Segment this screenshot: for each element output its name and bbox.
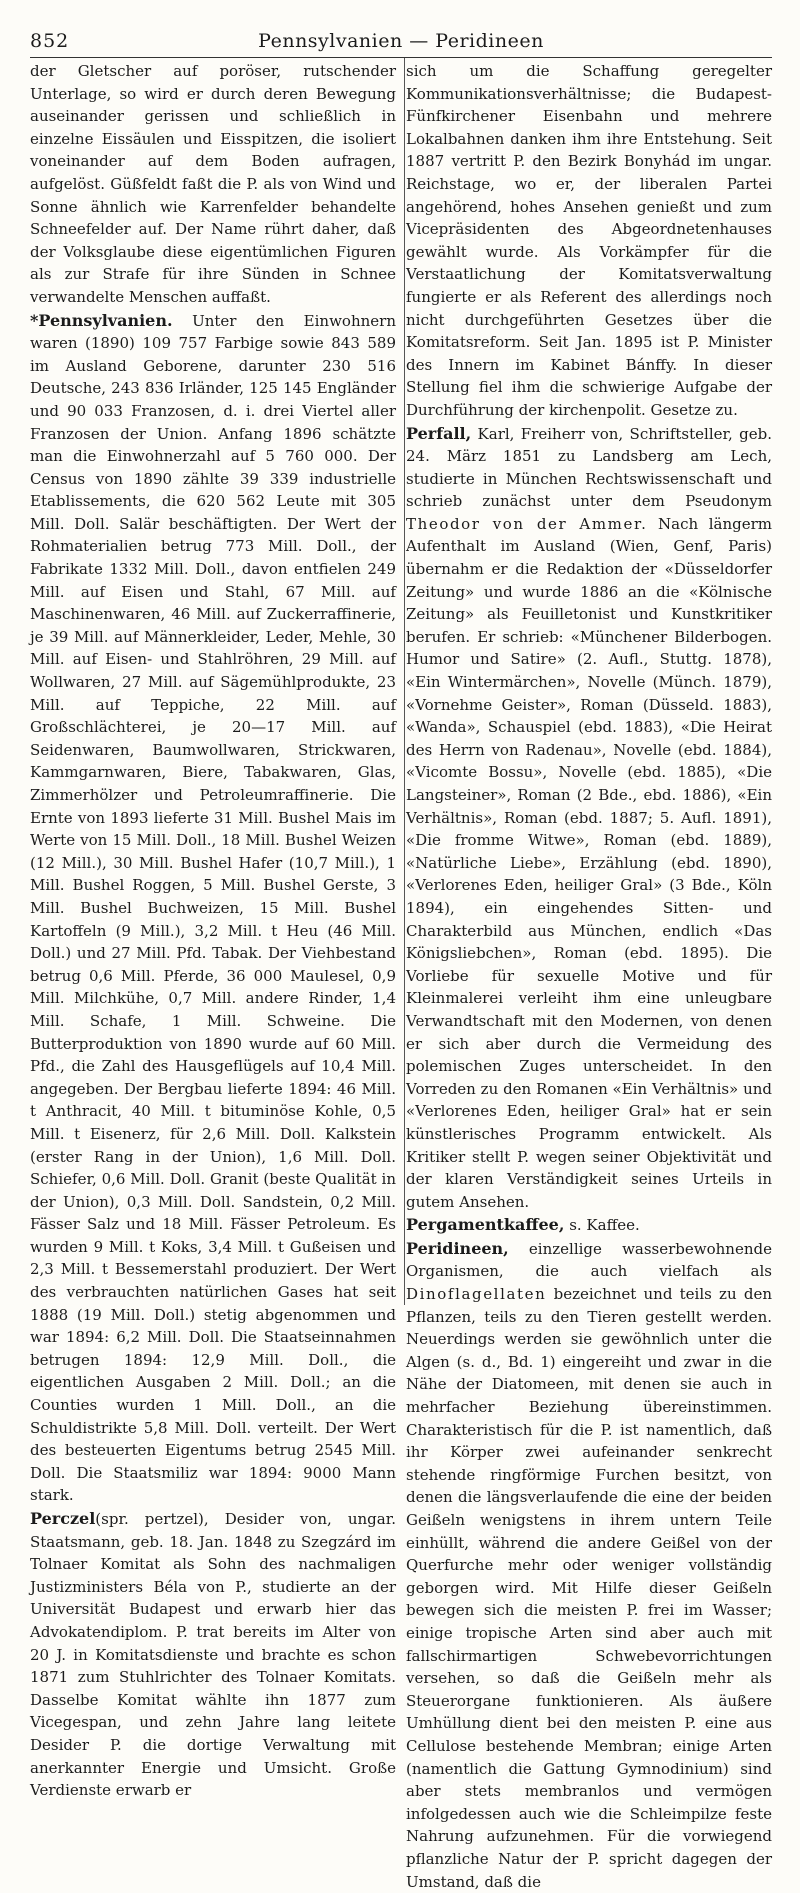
- column-divider: [404, 58, 405, 1305]
- right-column: [406, 60, 772, 1891]
- pseudonym: Theodor von der Ammer.: [406, 514, 648, 533]
- headword: Perczel: [30, 1509, 96, 1528]
- entry-continuation-text: [30, 60, 396, 309]
- running-title: Pennsylvanien — Peridineen: [258, 30, 544, 52]
- cross-reference: s. Kaffee.: [569, 1216, 640, 1235]
- headword: Peridineen,: [406, 1238, 509, 1258]
- left-column: [30, 60, 396, 1800]
- page-number: 852: [30, 30, 70, 52]
- entry-text: bezeichnet und teils zu den Pflanzen, teils zu den Tieren gestellt werden. Neuerdings werden sie gewöhnlich unter die Algen (s. d., Bd. 1) eingereiht und zwar in die Nähe der Diatomeen, mit denen sie auch in mehrfacher Beziehung übereinstimmen. Charakteristisch für die P. ist namentlich, daß ihr Körper zwei aufeinander senkrecht stehende ringförmige Furchen besitzt, von denen die längsverlaufende die eine der beiden Geißeln wenigstens in ihrem untern Teile einhüllt, während die andere Geißel von der Querfurche mehr oder weniger vollständig geborgen wird. Mit Hilfe dieser Geißeln bewegen sich die meisten P. frei im Wasser; einige tropische Arten sind aber auch mit fallschirmartigen Schwebevorrichtungen versehen, so daß die Geißeln mehr als Steuerorgane funktionieren. Als äußere Umhüllung dient bei den meisten P. eine aus Cellulose bestehende Membran; einige Arten (namentlich die Gattung Gymnodinium) sind aber stets membranlos und vermögen infolgedessen auch wie die Schleimpilze feste Nahrung aufzunehmen. Für die vorwiegend pflanzliche Natur der P. spricht dagegen der Umstand, daß die: [406, 1285, 772, 1891]
- entry-perczel: [30, 1508, 396, 1802]
- entry-text: (spr. pertzel), Desider von, ungar. Staatsmann, geb. 18. Jan. 1848 zu Szegzárd im Tolnaer Komitat als Sohn des nachmaligen Justizministers Béla von P., studierte an der Universität Budapest und erwarb hier das Advokatendiplom. P. trat bereits im Alter von 20 J. in Komitatsdienste und brachte es schon 1871 zum Stuhlrichter des Tolnaer Komitats. Dasselbe Komitat wählte ihn 1877 zum Vicegespan, und zehn Jahre lang leitete Desider P. die dortige Verwaltung mit anerkannter Energie und Umsicht. Große Verdienste erwarb er: [30, 1510, 396, 1800]
- spaced-term: Dinoflagellaten: [406, 1285, 547, 1304]
- entry-pergamentkaffee: [406, 1214, 772, 1237]
- headword: *Pennsylvanien.: [30, 310, 173, 330]
- entry-peridineen: [406, 1238, 772, 1893]
- perczel-continuation: sich um die Schaffung geregelter Kommunikationsverhältnisse; die Budapest-Fünfkirchener Eisenbahn und mehrere Lokalbahnen danken ihm ihre Entstehung. Seit 1887 vertritt P. den Bezirk Bonyhád im ungar. Reichstage, wo er, der liberalen Partei angehörend, hohes Ansehen genießt und zum Vicepräsidenten des Abgeordnetenhauses gewählt wurde. Als Vorkämpfer für die Verstaatlichung der Komitatsverwaltung fungierte er als Referent des allerdings noch nicht durchgeführten Gesetzes über die Komitatsreform. Seit Jan. 1895 ist P. Minister des Innern im Kabinet Bánffy. In dieser Stellung fiel ihm die schwierige Aufgabe der Durchführung der kirchenpolit. Gesetze zu.: [406, 62, 772, 419]
- entry-text: einzellige wasserbewohnende Organismen, die auch vielfach als: [406, 1239, 772, 1281]
- text-columns: [30, 60, 772, 1891]
- headword: Pergamentkaffee,: [406, 1215, 565, 1235]
- entry-text: Karl, Freiherr von, Schriftsteller, geb. 24. März 1851 zu Landsberg am Lech, studierte in München Rechtswissenschaft und schrieb zunächst unter dem Pseudonym: [406, 424, 772, 511]
- entry-perfall: [406, 423, 772, 1214]
- header-rule: [30, 57, 772, 58]
- entry-text: Nach längerm Aufenthalt im Ausland (Wien, Genf, Paris) übernahm er die Redaktion der «Düsseldorfer Zeitung» und wurde 1886 an die «Kölnische Zeitung» als Feuilletonist und Kunstkritiker berufen. Er schrieb: «Münchener Bilderbogen. Humor und Satire» (2. Aufl., Stuttg. 1878), «Ein Wintermärchen», Novelle (Münch. 1879), «Vornehme Geister», Roman (Düsseld. 1883), «Wanda», Schauspiel (ebd. 1883), «Die Heirat des Herrn von Radenau», Novelle (ebd. 1884), «Vicomte Bossu», Novelle (ebd. 1885), «Die Langsteiner», Roman (2 Bde., ebd. 1886), «Ein Verhältnis», Roman (ebd. 1887; 5. Aufl. 1891), «Die fromme Witwe», Roman (ebd. 1889), «Natürliche Liebe», Erzählung (ebd. 1890), «Verlorenes Eden, heiliger Gral» (3 Bde., Köln 1894), ein eingehendes Sitten- und Charakterbild aus München, endlich «Das Königsliebchen», Roman (ebd. 1895). Die Vorliebe für sexuelle Motive und für Kleinmalerei verleiht ihm eine unleugbare Verwandtschaft mit den Modernen, von denen er sich aber durch die Vermeidung des polemischen Zuges unterscheidet. In den Vorreden zu den Romanen «Ein Verhältnis» und «Verlorenes Eden, heiliger Gral» hat er sein künstlerisches Programm entwickelt. Als Kritiker stellt P. wegen seiner Objektivität und der klaren Verständigkeit seines Urteils in gutem Ansehen.: [406, 514, 772, 1211]
- headword: Perfall,: [406, 423, 472, 443]
- entry-pennsylvanien: [30, 310, 396, 1507]
- page-header: [30, 22, 772, 60]
- entry-continuation-text: [406, 60, 772, 422]
- glacier-text: der Gletscher auf poröser, rutschender Unterlage, so wird er durch deren Bewegung auseinander gerissen und schließlich in einzelne Eissäulen und Eisspitzen, die isoliert voneinander auf dem Boden aufragen, aufgelöst. Güßfeldt faßt die P. als von Wind und Sonne ähnlich wie Karrenfelder behandelte Schneefelder auf. Der Name rührt daher, daß der Volksglaube diese eigentümlichen Figuren als zur Strafe für ihre Sünden in Schnee verwandelte Menschen auffaßt.: [30, 62, 396, 306]
- entry-text: Unter den Einwohnern waren (1890) 109 757 Farbige sowie 843 589 im Ausland Geborene, darunter 230 516 Deutsche, 243 836 Irländer, 125 145 Engländer und 90 033 Franzosen, d. i. drei Viertel aller Franzosen der Union. Anfang 1896 schätzte man die Einwohnerzahl auf 5 760 000. Der Census von 1890 zählte 39 339 industrielle Etablissements, die 620 562 Leute mit 305 Mill. Doll. Salär beschäftigten. Der Wert der Rohmaterialien betrug 773 Mill. Doll., der Fabrikate 1332 Mill. Doll., davon entfielen 249 Mill. auf Eisen und Stahl, 67 Mill. auf Maschinenwaren, 46 Mill. auf Zuckerraffinerie, je 39 Mill. auf Männerkleider, Leder, Mehle, 30 Mill. auf Eisen- und Stahlröhren, 29 Mill. auf Wollwaren, 27 Mill. auf Sägemühlprodukte, 23 Mill. auf Teppiche, 22 Mill. auf Großschlächterei, je 20—17 Mill. auf Seidenwaren, Baumwollwaren, Strickwaren, Kammgarnwaren, Biere, Tabakwaren, Glas, Zimmerhölzer und Petroleumraffinerie. Die Ernte von 1893 lieferte 31 Mill. Bushel Mais im Werte von 15 Mill. Doll., 18 Mill. Bushel Weizen (12 Mill.), 30 Mill. Bushel Hafer (10,7 Mill.), 1 Mill. Bushel Roggen, 5 Mill. Bushel Gerste, 3 Mill. Bushel Buchweizen, 15 Mill. Bushel Kartoffeln (9 Mill.), 3,2 Mill. t Heu (46 Mill. Doll.) und 27 Mill. Pfd. Tabak. Der Viehbestand betrug 0,6 Mill. Pferde, 36 000 Maulesel, 0,9 Mill. Milchkühe, 0,7 Mill. andere Rinder, 1,4 Mill. Schafe, 1 Mill. Schweine. Die Butterproduktion von 1890 wurde auf 60 Mill. Pfd., die Zahl des Hausgeflügels auf 10,4 Mill. angegeben. Der Bergbau lieferte 1894: 46 Mill. t Anthracit, 40 Mill. t bituminöse Kohle, 0,5 Mill. t Eisenerz, für 2,6 Mill. Doll. Kalkstein (erster Rang in der Union), 1,6 Mill. Doll. Schiefer, 0,6 Mill. Doll. Granit (beste Qualität in der Union), 0,3 Mill. Doll. Sandstein, 0,2 Mill. Fässer Salz und 18 Mill. Fässer Petroleum. Es wurden 9 Mill. t Koks, 3,4 Mill. t Gußeisen und 2,3 Mill. t Bessemerstahl produziert. Der Wert des verbrauchten natürlichen Gases hat seit 1888 (19 Mill. Doll.) stetig abgenommen und war 1894: 6,2 Mill. Doll. Die Staatseinnahmen betrugen 1894: 12,9 Mill. Doll., die eigentlichen Ausgaben 2 Mill. Doll.; an die Counties wurden 1 Mill. Doll., an die Schuldistrikte 5,8 Mill. Doll. verteilt. Der Wert des besteuerten Eigentums betrug 2545 Mill. Doll. Die Staatsmiliz war 1894: 9000 Mann stark.: [30, 311, 396, 1505]
